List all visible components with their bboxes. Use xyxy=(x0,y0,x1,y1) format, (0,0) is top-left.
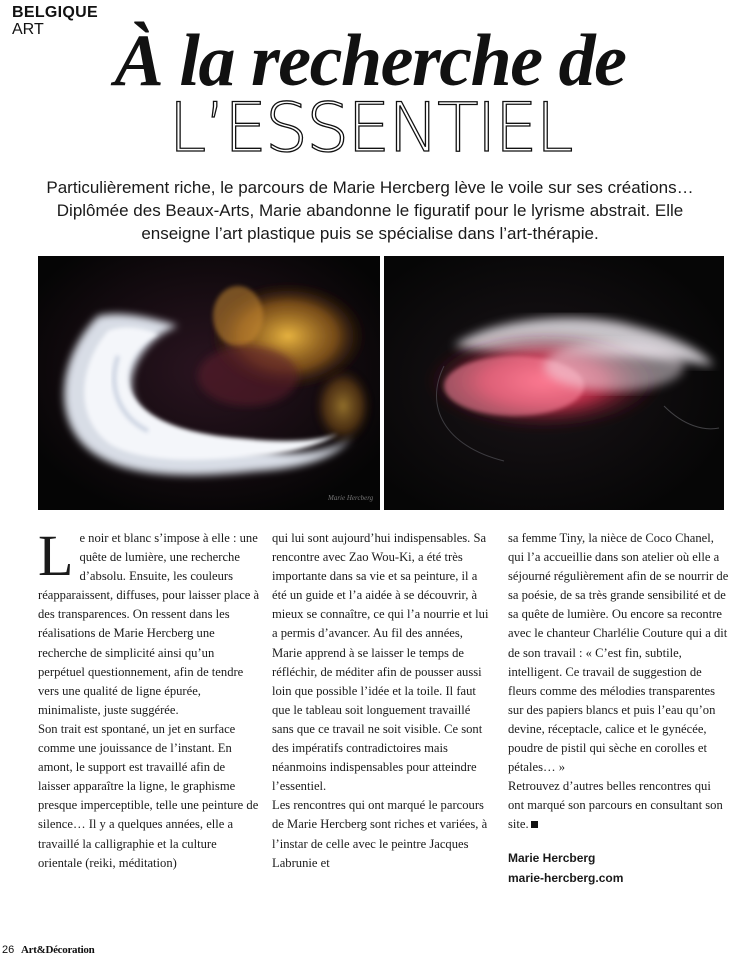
body-paragraph: qui lui sont aujourd’hui indispensables. Sa rencontre avec Zao Wou-Ki, a été très importante dans sa vie et sa peinture, il a été un guide et l’a aidée à se découvrir, à mieux se connaître, ce qui l’a nourrie et lui a permis d’avancer. Au fil des années, Marie apprend à se laisser le temps de réfléchir, de méditer afin de pousser aussi loin que possible l’idée et la toile. Il faut que le tableau soit longuement travaillé sans que ce travail ne soit visible. Ce sont des impératifs contradictoires mais néanmoins indispensables pour atteindre l’essentiel. xyxy=(272,531,489,794)
body-column-1 xyxy=(38,523,260,873)
artist-website-link[interactable]: marie-hercberg.com xyxy=(508,870,624,885)
lead-paragraph: Particulièrement riche, le parcours de Marie Hercberg lève le voile sur ses créations… Diplômée des Beaux-Arts, Marie abandonne le figuratif pour le lyrisme abstrait. Elle enseigne l’art plastique puis se spécialise dans l’art-thérapie. xyxy=(46,178,694,243)
painting-photo-right xyxy=(384,256,724,510)
section-country: BELGIQUE xyxy=(12,4,98,21)
body-paragraph: sa femme Tiny, la nièce de Coco Chanel, qui l’a accueillie dans son atelier où elle a séjourné régulièrement afin de se nourrir de sa poésie, de sa très grande sensibilité et de sa quête de lumière. Ou encore sa recontre avec le chanteur Charlélie Couture qui a dit de son travail : « C’est fin, subtile, intelligent. Ce travail de suggestion de fleurs comme des mélodies transparentes sur des papiers blancs et puis l’eau qu’on devine, réceptacle, calice et le gynécée, poudre de pistil qui sèche en corolles et pétales… » xyxy=(508,531,729,775)
body-paragraph: Son trait est spontané, un jet en surface comme une jouissance de l’instant. En amont, le support est travaillé afin de laisser apparaître la ligne, le graphisme presque imperceptible, telle une peinture de silence… Il y a quelques années, elle a travaillé la calligraphie et la culture orientale (reiki, méditation) xyxy=(38,721,259,870)
body-column-3 xyxy=(508,529,730,888)
page-footer xyxy=(2,943,94,957)
artist-name: Marie Hercberg xyxy=(508,850,596,865)
painting-photo-left xyxy=(38,256,380,510)
end-of-article-mark xyxy=(531,821,538,828)
body-paragraph-closing xyxy=(508,777,730,834)
body-paragraph: e noir et blanc s’impose à elle : une quête de lumière, une recherche d’absolu. Ensuite, les couleurs réapparaissent, diffuses, pour laisser place à des transparences. On ressent dans les réalisations de Marie Hercberg une recherche de simplicité ainsi qu’un perpétuel questionnement, afin de tendre vers une qualité de ligne épurée, minimaliste, juste suggérée. xyxy=(38,531,260,717)
artist-credit xyxy=(508,848,730,888)
magazine-logo: Art&Décoration xyxy=(21,944,95,956)
section-category: ART xyxy=(12,21,44,38)
article-title-line2: L’ESSENTIEL xyxy=(168,89,572,168)
body-paragraph: Les rencontres qui ont marqué le parcours de Marie Hercberg sont riches et variées, à l’instar de celle avec le peintre Jacques Labrunie et xyxy=(272,798,488,870)
body-column-2 xyxy=(272,529,494,873)
page-number: 26 xyxy=(2,944,15,956)
painting-signature: Marie Hercberg xyxy=(328,494,374,502)
closing-text: Retrouvez d’autres belles rencontres qui ont marqué son parcours en consultant son site. xyxy=(508,779,723,832)
drop-cap: L xyxy=(38,523,74,588)
article-title-line1: À la recherche de xyxy=(114,20,626,102)
